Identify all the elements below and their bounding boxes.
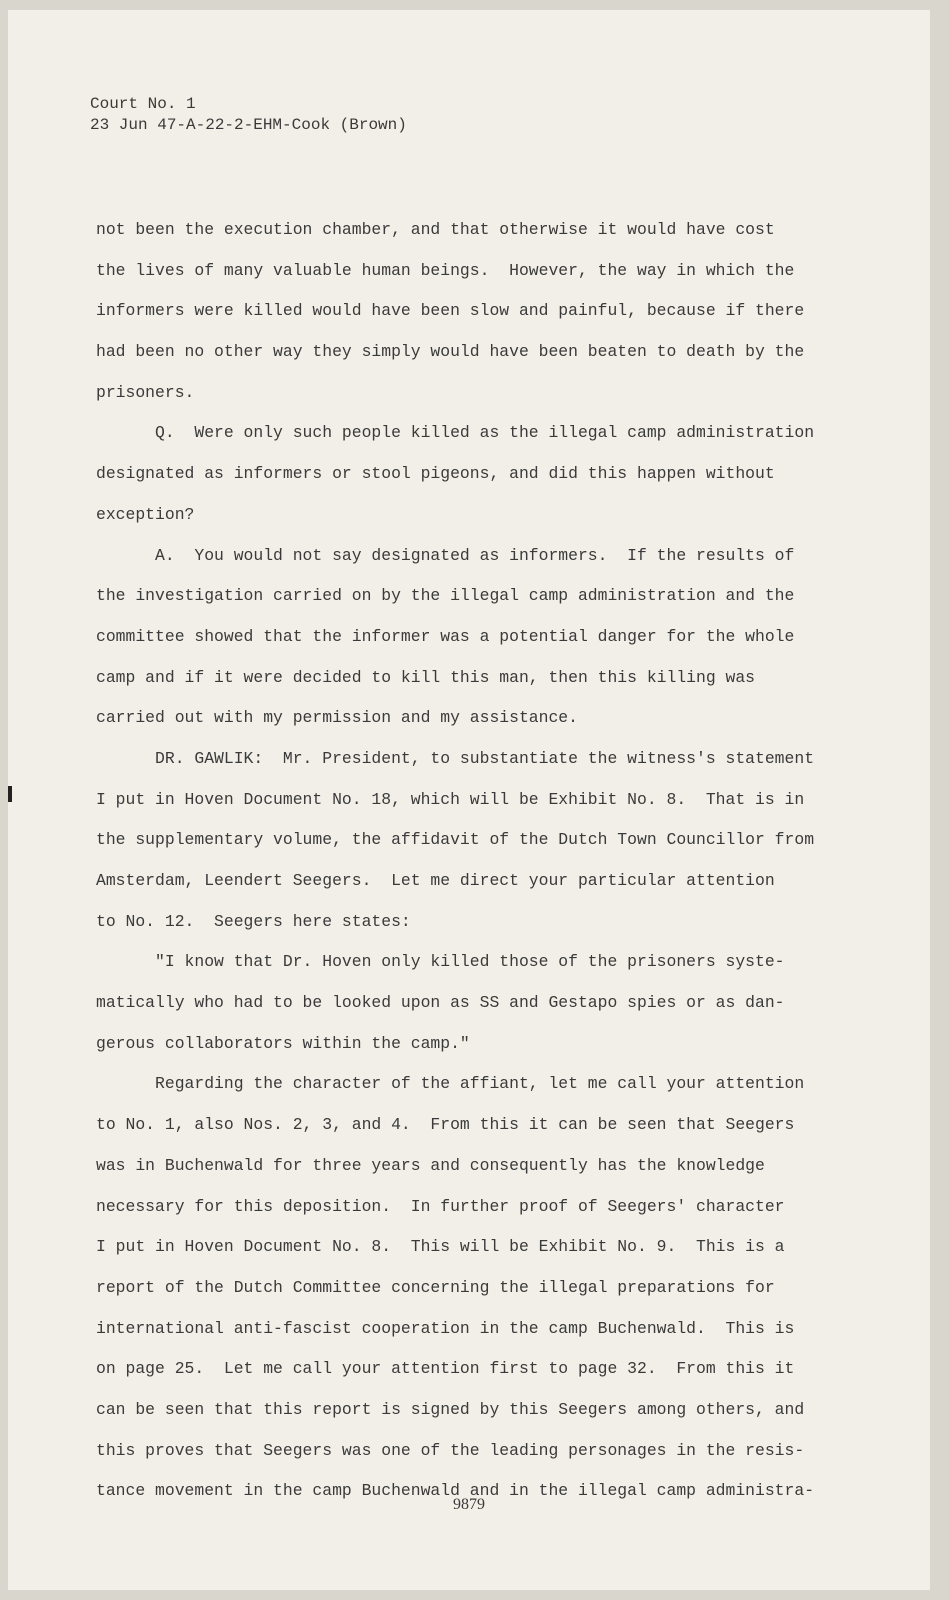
- text-line: informers were killed would have been slow and painful, because if there: [96, 301, 805, 321]
- text-line: Q. Were only such people killed as the illegal camp administration: [96, 423, 815, 443]
- text-line: the lives of many valuable human beings. However, the way in which the: [96, 260, 795, 280]
- text-line: carried out with my permission and my assistance.: [96, 708, 578, 728]
- text-line: I put in Hoven Document No. 18, which will be Exhibit No. 8. That is in: [96, 789, 805, 809]
- text-line: report of the Dutch Committee concerning the illegal preparations for: [96, 1277, 775, 1297]
- text-line: exception?: [96, 504, 195, 524]
- text-line: A. You would not say designated as informers. If the results of: [96, 545, 795, 565]
- court-label: Court No. 1: [90, 95, 196, 113]
- text-line: gerous collaborators within the camp.": [96, 1033, 470, 1053]
- text-line: can be seen that this report is signed by this Seegers among others, and: [96, 1399, 805, 1419]
- text-line: "I know that Dr. Hoven only killed those of the prisoners syste-: [96, 952, 785, 972]
- text-line: committee showed that the informer was a potential danger for the whole: [96, 626, 795, 646]
- text-line: camp and if it were decided to kill this man, then this killing was: [96, 667, 756, 687]
- text-line: necessary for this deposition. In further proof of Seegers' character: [96, 1196, 785, 1216]
- text-line: Amsterdam, Leendert Seegers. Let me direct your particular attention: [96, 871, 775, 890]
- edge-mark: [8, 786, 12, 802]
- document-page: [8, 10, 930, 1590]
- text-line: I put in Hoven Document No. 8. This will be Exhibit No. 9. This is a: [96, 1237, 785, 1257]
- text-line: tance movement in the camp Buchenwald and in the illegal camp administra-: [96, 1481, 815, 1501]
- document-header: [90, 94, 407, 136]
- text-line: on page 25. Let me call your attention first to page 32. From this it: [96, 1359, 795, 1379]
- text-line: was in Buchenwald for three years and consequently has the knowledge: [96, 1155, 765, 1175]
- text-line: prisoners.: [96, 382, 195, 402]
- text-line: this proves that Seegers was one of the leading personages in the resis-: [96, 1440, 805, 1460]
- page-number: 9879: [453, 1496, 485, 1513]
- text-line: to No. 12. Seegers here states:: [96, 911, 411, 931]
- transcript-body: [96, 210, 876, 1512]
- text-line: not been the execution chamber, and that otherwise it would have cost: [96, 220, 775, 239]
- text-line: Regarding the character of the affiant, let me call your attention: [96, 1074, 805, 1094]
- text-line: to No. 1, also Nos. 2, 3, and 4. From this it can be seen that Seegers: [96, 1115, 795, 1135]
- text-line: designated as informers or stool pigeons, and did this happen without: [96, 464, 775, 484]
- reference-code: 23 Jun 47-A-22-2-EHM-Cook (Brown): [90, 116, 407, 134]
- text-line: international anti-fascist cooperation in the camp Buchenwald. This is: [96, 1318, 795, 1338]
- text-line: matically who had to be looked upon as SS and Gestapo spies or as dan-: [96, 993, 785, 1013]
- text-line: had been no other way they simply would have been beaten to death by the: [96, 342, 805, 362]
- text-line: the supplementary volume, the affidavit of the Dutch Town Councillor from: [96, 830, 815, 850]
- text-line: DR. GAWLIK: Mr. President, to substantiate the witness's statement: [96, 748, 815, 768]
- text-line: the investigation carried on by the illegal camp administration and the: [96, 586, 795, 606]
